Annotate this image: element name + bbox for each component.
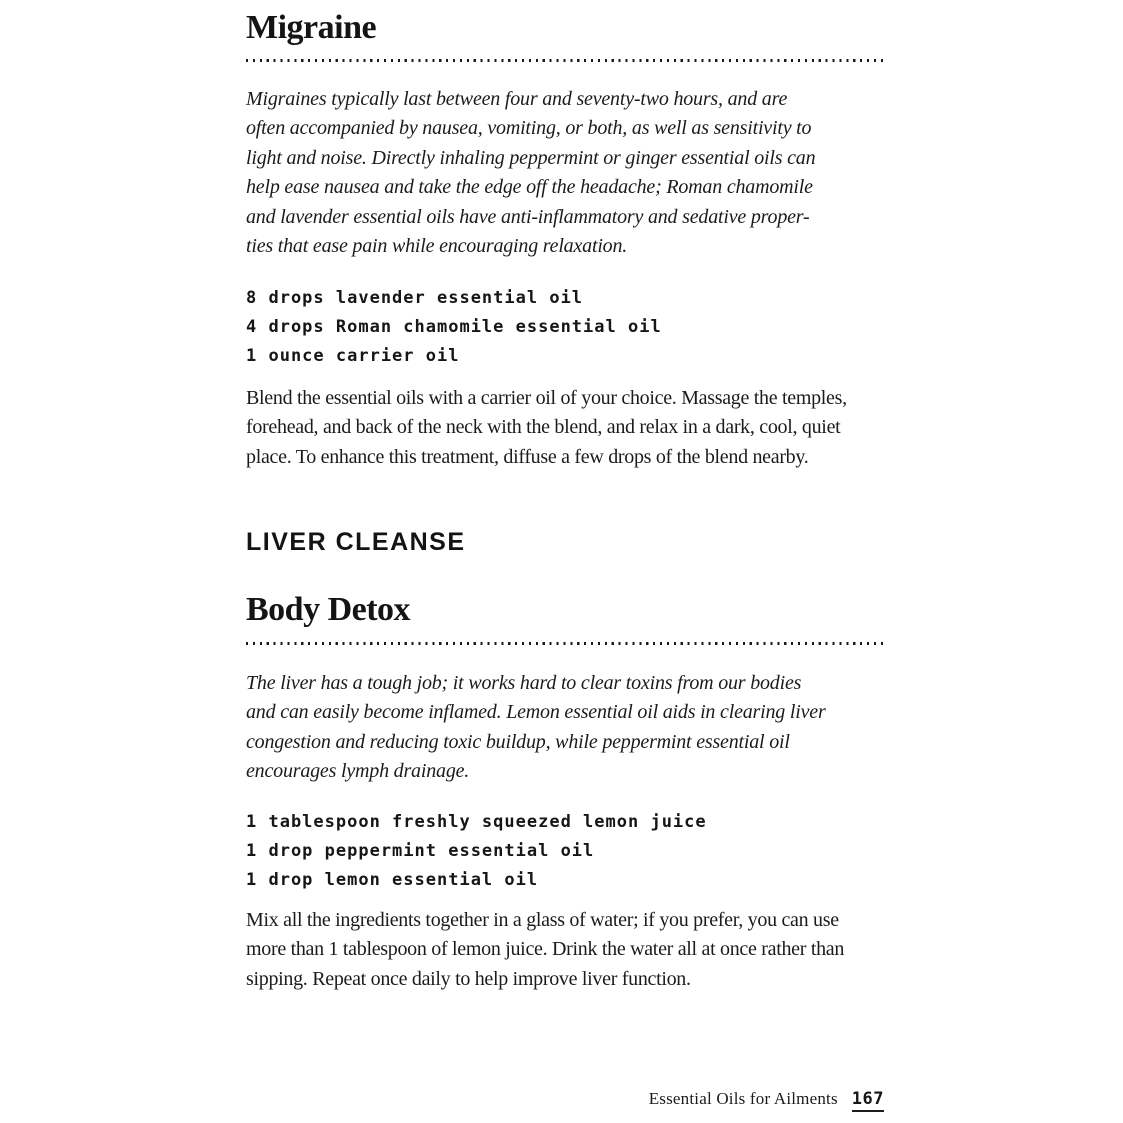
ingredient-list-body-detox (246, 808, 886, 895)
intro-text-line: Migraines typically last between four and seventy-two hours, and are (246, 87, 788, 110)
page-content-column (246, 0, 886, 994)
recipe-instructions-migraine (246, 384, 886, 473)
ingredient-list-migraine (246, 284, 886, 371)
running-title: Essential Oils for Ailments (648, 1089, 838, 1108)
intro-text-line: The liver has a tough job; it works hard to clear toxins from our bodies (246, 671, 802, 694)
ingredient-line: 1 tablespoon freshly squeezed lemon juice (246, 811, 707, 832)
page-number: 167 (852, 1089, 884, 1112)
section-label-liver-cleanse: LIVER CLEANSE (246, 528, 466, 556)
recipe-title-body-detox: Body Detox (246, 591, 411, 628)
intro-text-line: and can easily become inflamed. Lemon essential oil aids in clearing liver (246, 701, 826, 723)
instruction-text-line: Blend the essential oils with a carrier oil of your choice. Massage the temples, (246, 386, 847, 409)
recipe-intro-migraine (246, 85, 886, 262)
recipe-section-migraine (246, 9, 886, 472)
ingredient-line: 1 ounce carrier oil (246, 345, 460, 366)
instruction-text-line: sipping. Repeat once daily to help improve liver function. (246, 967, 691, 990)
intro-text-line: light and noise. Directly inhaling peppermint or ginger essential oils can (246, 146, 816, 169)
dotted-divider (246, 642, 886, 645)
recipe-section-body-detox (246, 591, 886, 994)
intro-text-line: encourages lymph drainage. (246, 760, 470, 782)
intro-text-line: congestion and reducing toxic buildup, while peppermint essential oil (246, 730, 790, 753)
intro-text-line: help ease nausea and take the edge off the headache; Roman chamomile (246, 176, 813, 198)
page-footer (649, 1089, 884, 1112)
instruction-text-line: place. To enhance this treatment, diffuse a few drops of the blend nearby. (246, 445, 809, 468)
instruction-text-line: forehead, and back of the neck with the blend, and relax in a dark, cool, quiet (246, 416, 841, 438)
instruction-text-line: Mix all the ingredients together in a glass of water; if you prefer, you can use (246, 908, 839, 931)
dotted-divider (246, 59, 886, 62)
intro-text-line: and lavender essential oils have anti-inflammatory and sedative proper- (246, 205, 810, 228)
recipe-title-migraine: Migraine (246, 9, 377, 46)
recipe-instructions-body-detox (246, 906, 886, 995)
ingredient-line: 1 drop lemon essential oil (246, 869, 539, 890)
instruction-text-line: more than 1 tablespoon of lemon juice. Drink the water all at once rather than (246, 938, 845, 960)
ingredient-line: 4 drops Roman chamomile essential oil (246, 316, 662, 337)
ingredient-line: 1 drop peppermint essential oil (246, 840, 595, 861)
recipe-intro-body-detox (246, 669, 886, 787)
intro-text-line: often accompanied by nausea, vomiting, or both, as well as sensitivity to (246, 117, 812, 139)
ingredient-line: 8 drops lavender essential oil (246, 287, 584, 308)
intro-text-line: ties that ease pain while encouraging relaxation. (246, 235, 628, 257)
